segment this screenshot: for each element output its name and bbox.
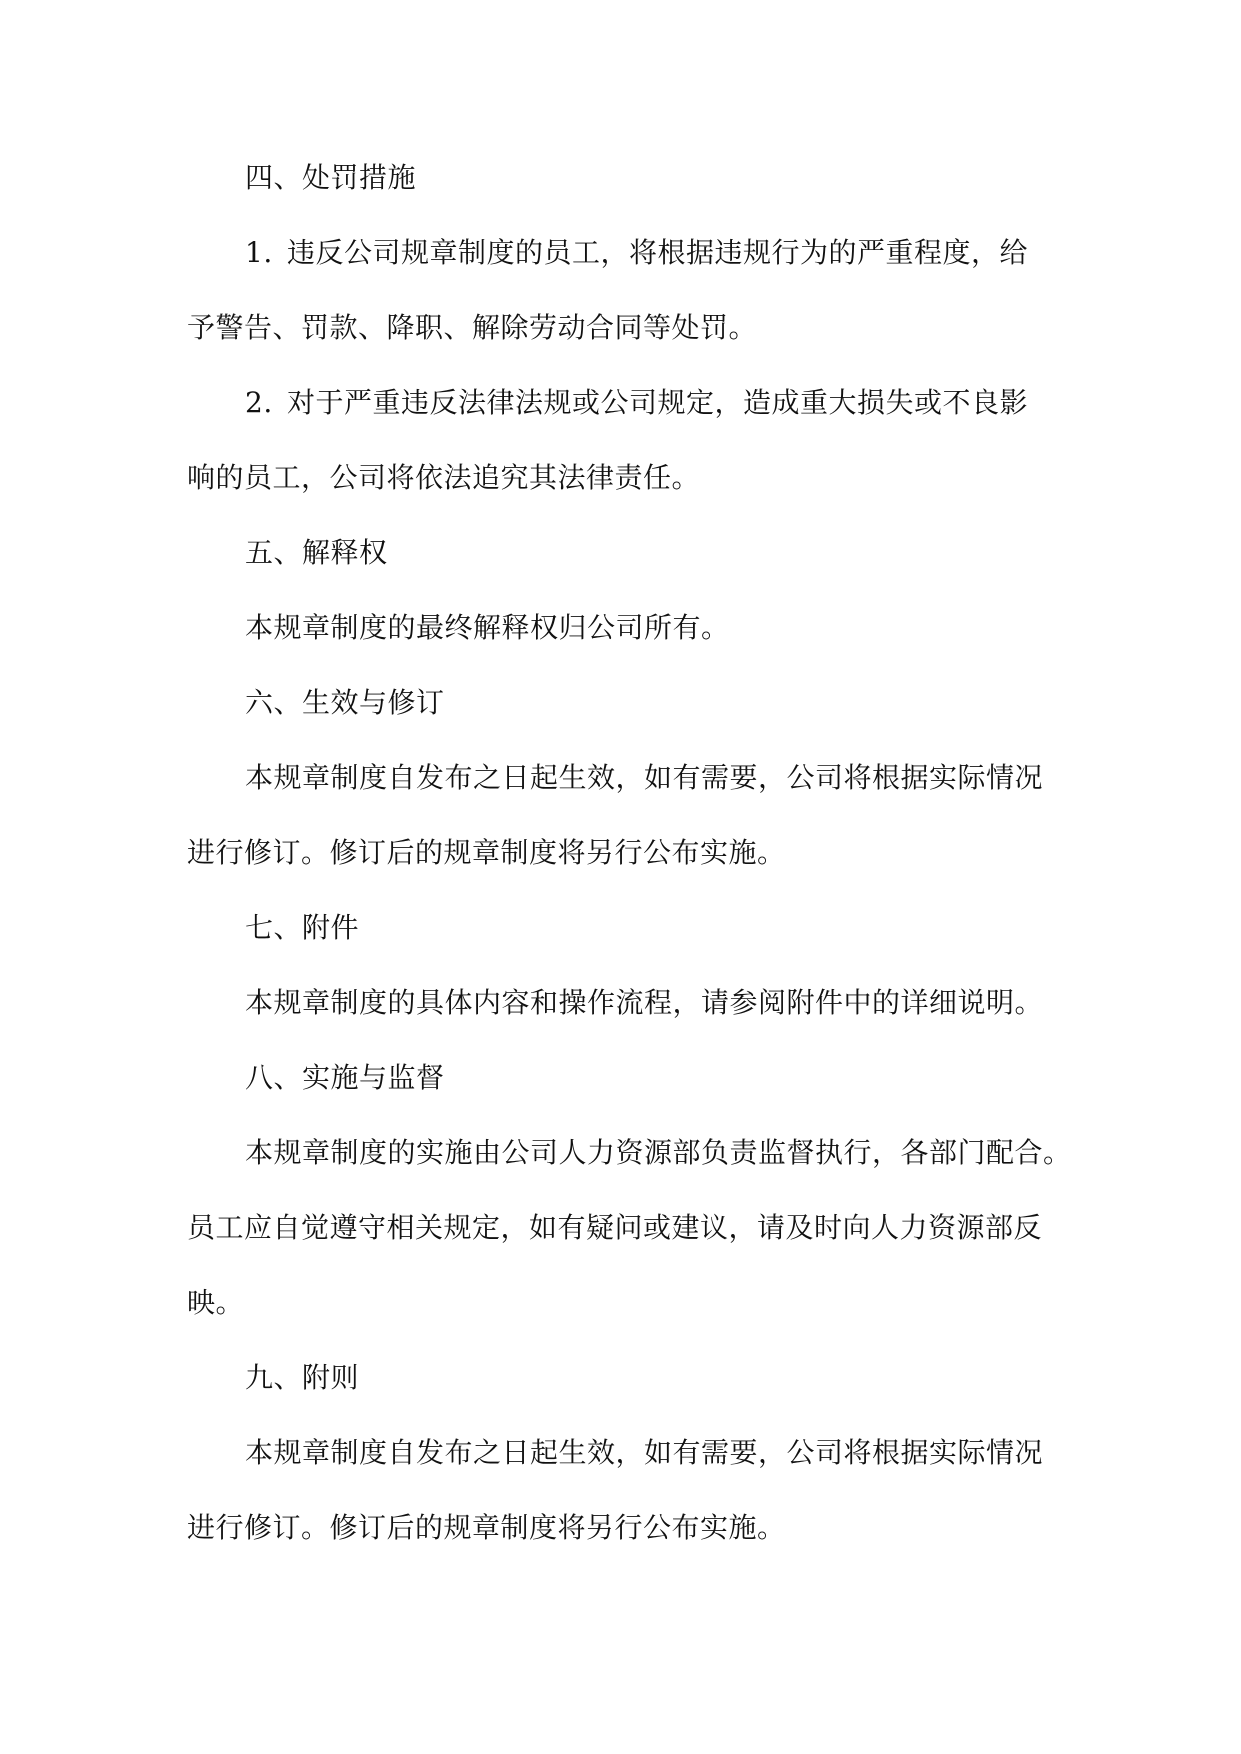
implementation-line-1: 本规章制度的实施由公司人力资源部负责监督执行，各部门配合。 <box>245 1136 1072 1169</box>
effect-revision-line-2: 进行修订。修订后的规章制度将另行公布实施。 <box>187 836 786 869</box>
penalty-item-1-number: 1. <box>245 236 273 269</box>
interpretation-text: 本规章制度的最终解释权归公司所有。 <box>245 611 730 644</box>
section-heading-penalties: 四、处罚措施 <box>245 161 417 194</box>
implementation-line-2: 员工应自觉遵守相关规定，如有疑问或建议，请及时向人力资源部反 <box>187 1211 1043 1244</box>
penalty-item-1-line-1 <box>187 215 1057 290</box>
implementation-line-3: 映。 <box>187 1286 245 1319</box>
supplementary-line-1: 本规章制度自发布之日起生效，如有需要，公司将根据实际情况 <box>245 1436 1044 1469</box>
section-heading-supplementary: 九、附则 <box>245 1361 360 1394</box>
document-body <box>187 140 1072 1565</box>
penalty-item-2-text: 对于严重违反法律法规或公司规定，造成重大损失或不良影 <box>287 386 1029 419</box>
section-heading-implementation: 八、实施与监督 <box>245 1061 445 1094</box>
penalty-item-1-line-2: 予警告、罚款、降职、解除劳动合同等处罚。 <box>187 311 758 344</box>
section-heading-attachments: 七、附件 <box>245 911 360 944</box>
penalty-item-2-number: 2. <box>245 386 273 419</box>
attachments-text: 本规章制度的具体内容和操作流程，请参阅附件中的详细说明。 <box>245 986 1044 1019</box>
supplementary-line-2: 进行修订。修订后的规章制度将另行公布实施。 <box>187 1511 786 1544</box>
penalty-item-1-text: 违反公司规章制度的员工，将根据违规行为的严重程度，给 <box>287 236 1029 269</box>
section-heading-interpretation: 五、解释权 <box>245 536 388 569</box>
section-heading-effect-revision: 六、生效与修订 <box>245 686 445 719</box>
effect-revision-line-1: 本规章制度自发布之日起生效，如有需要，公司将根据实际情况 <box>245 761 1044 794</box>
penalty-item-2-line-1 <box>187 365 1057 440</box>
penalty-item-2-line-2: 响的员工，公司将依法追究其法律责任。 <box>187 461 701 494</box>
